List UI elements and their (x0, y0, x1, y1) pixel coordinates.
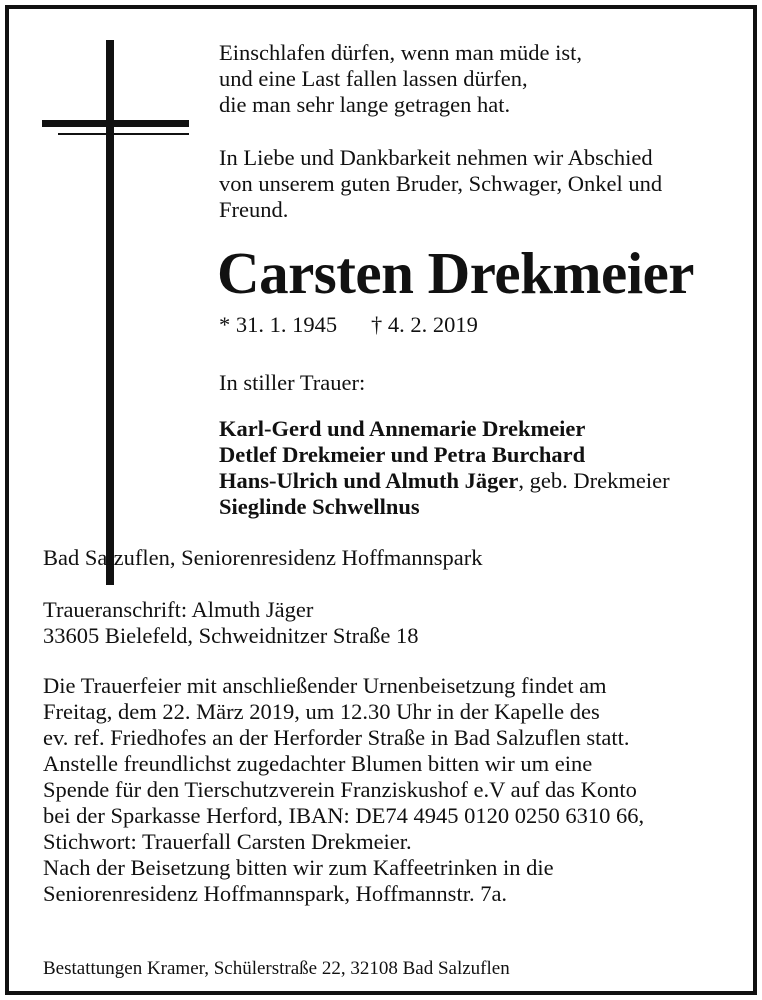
deceased-name: Carsten Drekmeier (217, 240, 694, 306)
ceremony-details (43, 673, 644, 907)
mourning-label: In stiller Trauer: (219, 370, 366, 395)
mourner-name: Sieglinde Schwellnus (219, 494, 420, 519)
details-line: Die Trauerfeier mit anschließender Urnenbeisetzung findet am (43, 673, 607, 698)
intro-line: In Liebe und Dankbarkeit nehmen wir Abschied (219, 145, 653, 170)
address-line: Traueranschrift: Almuth Jäger (43, 597, 314, 622)
intro-line: Freund. (219, 197, 289, 222)
details-line: Seniorenresidenz Hoffmannspark, Hoffmannstr. 7a. (43, 881, 508, 906)
funeral-home-footer: Bestattungen Kramer, Schülerstraße 22, 32108 Bad Salzuflen (43, 958, 510, 979)
verse-line: und eine Last fallen lassen dürfen, (219, 66, 528, 91)
verse-line: die man sehr lange getragen hat. (219, 92, 511, 117)
mourner-name: Detlef Drekmeier und Petra Burchard (219, 442, 586, 467)
mourner-name: Hans-Ulrich und Almuth Jäger (219, 468, 519, 493)
death-date: † 4. 2. 2019 (371, 312, 478, 337)
details-line: Stichwort: Trauerfall Carsten Drekmeier. (43, 829, 412, 854)
mourner-name: Karl-Gerd und Annemarie Drekmeier (219, 416, 586, 441)
mourner-line (219, 468, 670, 494)
details-line: Spende für den Tierschutzverein Franziskushof e.V auf das Konto (43, 777, 637, 802)
mourners-list (219, 416, 670, 520)
details-line: Anstelle freundlichst zugedachter Blumen bitten wir um eine (43, 751, 593, 776)
intro-line: von unserem guten Bruder, Schwager, Onkel und (219, 171, 663, 196)
location-line: Bad Salzuflen, Seniorenresidenz Hoffmannspark (43, 545, 483, 570)
mourner-line (219, 494, 670, 520)
intro-text (219, 145, 662, 223)
mourning-address (43, 597, 419, 649)
address-line: 33605 Bielefeld, Schweidnitzer Straße 18 (43, 623, 419, 648)
cross-horizontal-line (58, 133, 189, 135)
mourner-line (219, 416, 670, 442)
birth-date: * 31. 1. 1945 (219, 312, 338, 337)
details-line: Freitag, dem 22. März 2019, um 12.30 Uhr in der Kapelle des (43, 699, 600, 724)
details-line: ev. ref. Friedhofes an der Herforder Straße in Bad Salzuflen statt. (43, 725, 630, 750)
verse-line: Einschlafen dürfen, wenn man müde ist, (219, 40, 583, 65)
details-line: bei der Sparkasse Herford, IBAN: DE74 4945 0120 0250 6310 66, (43, 803, 645, 828)
cross-horizontal-bar (42, 120, 189, 127)
mourner-suffix: , geb. Drekmeier (518, 468, 670, 493)
mourner-line (219, 442, 670, 468)
details-line: Nach der Beisetzung bitten wir zum Kaffeetrinken in die (43, 855, 554, 880)
verse (219, 40, 582, 118)
